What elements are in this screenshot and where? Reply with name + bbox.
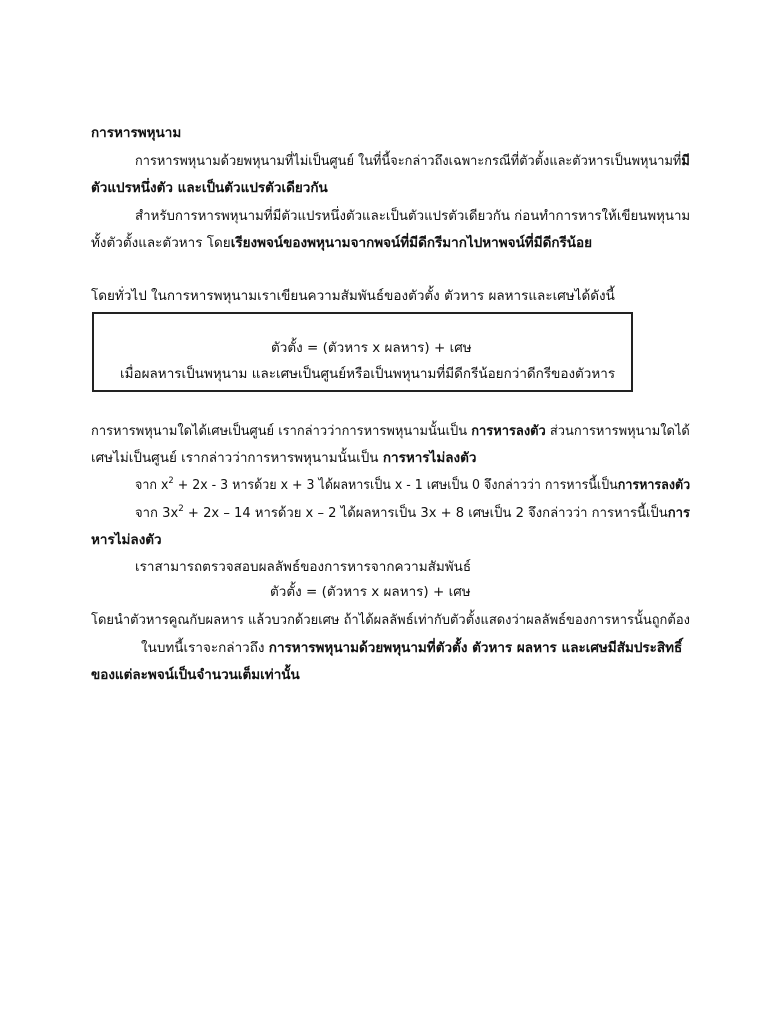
intro-line-1-text: การหารพหุนามด้วยพหุนามที่ไม่เป็นศูนย์ ในที่นี้จะกล่าวถึงเฉพาะกรณีที่ตัวตั้งและตัวหารเป็นพหุนามที่: [135, 153, 682, 169]
scope-line-1: [141, 638, 682, 658]
divisibility-line-1-tail: ส่วนการหารพหุนามใดได้: [545, 423, 690, 439]
divisibility-line-2-text: เศษไม่เป็นศูนย์ เรากล่าวว่าการหารพหุนามนั้นเป็น: [91, 450, 383, 466]
check-line-1: เราสามารถตรวจสอบผลลัพธ์ของการหารจากความสัมพันธ์: [135, 559, 472, 575]
scope-line-1-text: ในบทนี้เราจะกล่าวถึง: [141, 640, 269, 656]
example-1-text: + 2x - 3 หารด้วย x + 3 ได้ผลหารเป็น x - 1 เศษเป็น 0 จึงกล่าวว่า การหารนี้เป็น: [173, 477, 618, 493]
example-2: [135, 503, 690, 523]
intro-line-1: [135, 151, 690, 171]
box-condition: เมื่อผลหารเป็นพหุนาม และเศษเป็นศูนย์หรือเป็นพหุนามที่มีดีกรีน้อยกว่าดีกรีของตัวหาร: [120, 366, 616, 382]
general-statement: โดยทั่วไป ในการหารพหุนามเราเขียนความสัมพันธ์ของตัวตั้ง ตัวหาร ผลหารและเศษได้ดังนี้: [91, 288, 615, 304]
rule-line-2: [91, 233, 592, 253]
example-1-exponent: 2: [168, 475, 174, 486]
divisibility-line-2: [91, 448, 476, 468]
scope-line-1-bold: การหารพหุนามด้วยพหุนามที่ตัวตั้ง ตัวหาร ผลหาร และเศษมีสัมประสิทธิ์: [268, 640, 683, 656]
check-line-3: โดยนำตัวหารคูณกับผลหาร แล้วบวกด้วยเศษ ถ้าได้ผลลัพธ์เท่ากับตัวตั้งแสดงว่าผลลัพธ์ของการหารนั้นถูกต้อง: [91, 612, 690, 628]
example-1-pre: จาก x: [135, 477, 169, 493]
divisibility-line-1: [91, 421, 690, 441]
section-heading: การหารพหุนาม: [91, 125, 182, 141]
example-1: [135, 475, 690, 495]
intro-line-1-bold: มี: [681, 153, 690, 169]
rule-line-2-bold: เรียงพจน์ของพหุนามจากพจน์ที่มีดีกรีมากไปหาพจน์ที่มีดีกรีน้อย: [230, 235, 593, 251]
box-formula: ตัวตั้ง = (ตัวหาร x ผลหาร) + เศษ: [271, 340, 472, 356]
example-2-continued: หารไม่ลงตัว: [91, 532, 162, 548]
example-1-bold: การหารลงตัว: [617, 477, 691, 493]
divisibility-line-2-bold: การหารไม่ลงตัว: [382, 450, 477, 466]
divisibility-line-1-bold: การหารลงตัว: [471, 423, 546, 439]
example-2-exponent: 2: [178, 503, 184, 514]
check-formula: ตัวตั้ง = (ตัวหาร x ผลหาร) + เศษ: [270, 584, 471, 600]
scope-line-2: ของแต่ละพจน์เป็นจำนวนเต็มเท่านั้น: [91, 667, 300, 683]
divisibility-line-1-text: การหารพหุนามใดได้เศษเป็นศูนย์ เรากล่าวว่าการหารพหุนามนั้นเป็น: [91, 423, 472, 439]
rule-line-2-text: ทั้งตัวตั้งและตัวหาร โดย: [91, 235, 231, 251]
example-2-text: + 2x – 14 หารด้วย x – 2 ได้ผลหารเป็น 3x + 8 เศษเป็น 2 จึงกล่าวว่า การหารนี้เป็น: [183, 505, 668, 521]
formula-box: [92, 312, 633, 392]
intro-line-2: ตัวแปรหนึ่งตัว และเป็นตัวแปรตัวเดียวกัน: [91, 180, 328, 196]
example-2-pre: จาก 3x: [135, 505, 179, 521]
example-2-bold: การ: [667, 505, 691, 521]
rule-line-1: สำหรับการหารพหุนามที่มีตัวแปรหนึ่งตัวและเป็นตัวแปรตัวเดียวกัน ก่อนทำการหารให้เขียนพหุนาม: [135, 208, 691, 224]
